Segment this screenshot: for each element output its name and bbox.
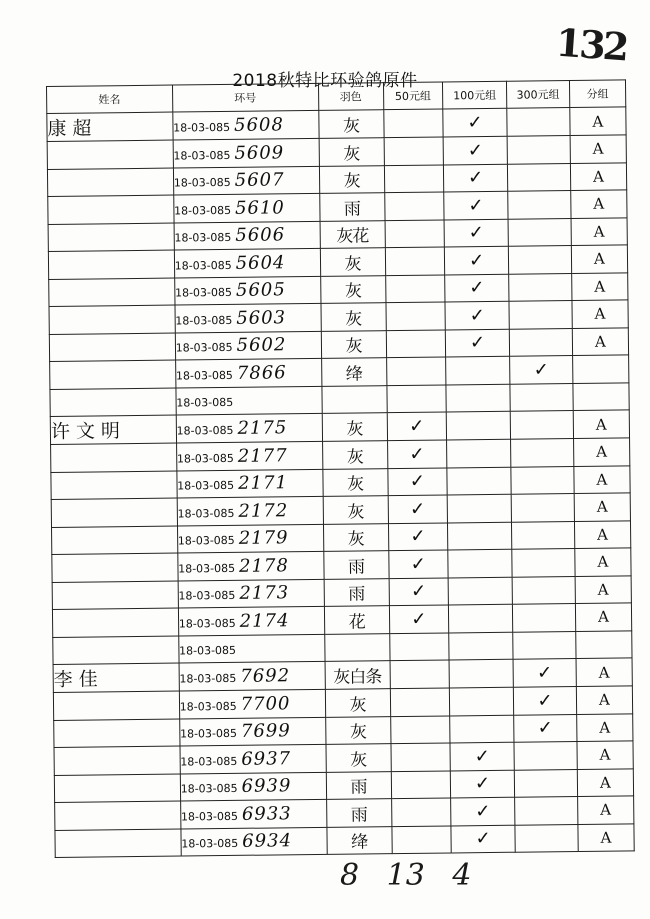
plumage-color-cell: 灰 — [326, 744, 391, 772]
group-50-cell: ✓ — [387, 440, 447, 468]
group-100-cell: ✓ — [445, 301, 509, 329]
roster-row — [55, 823, 634, 857]
roster-body — [47, 107, 634, 858]
plumage-color-cell: 灰 — [323, 523, 388, 551]
ring-suffix: 5607 — [234, 169, 285, 192]
group-50-cell — [385, 247, 445, 275]
ring-number-cell — [175, 358, 321, 387]
ring-number-cell — [173, 166, 319, 195]
page-number: 132 — [554, 19, 628, 70]
ring-prefix: 18-03-085 — [174, 231, 232, 245]
ring-prefix: 18-03-085 — [177, 506, 235, 521]
group-100-cell — [448, 522, 512, 550]
plumage-color-cell: 灰 — [322, 413, 387, 442]
owner-name-cell — [48, 195, 174, 224]
ring-suffix: 5606 — [235, 224, 286, 247]
ring-suffix: 6939 — [241, 775, 292, 798]
owner-name-cell — [51, 498, 177, 527]
group-100-cell — [449, 659, 513, 688]
group-300-cell — [512, 576, 575, 604]
plumage-color-cell: 灰 — [322, 441, 387, 469]
group-50-cell: ✓ — [387, 412, 447, 441]
group-50-cell — [384, 164, 444, 192]
group-50-cell — [387, 384, 447, 412]
group-300-cell — [507, 163, 570, 191]
division-cell: A — [570, 107, 626, 136]
group-300-cell — [512, 549, 575, 577]
ring-prefix: 18-03-085 — [175, 368, 233, 383]
group-100-cell — [449, 632, 513, 660]
plumage-color-cell: 灰 — [320, 275, 385, 303]
group-100-cell: ✓ — [451, 825, 515, 853]
ring-prefix: 18-03-085 — [175, 313, 233, 328]
pigeon-roster-table — [46, 79, 635, 858]
ring-suffix: 2171 — [238, 472, 289, 495]
ring-prefix: 18-03-085 — [176, 451, 234, 466]
plumage-color-cell: 绛 — [326, 826, 391, 854]
tally-300: 4 — [452, 858, 472, 893]
plumage-color-cell: 灰 — [325, 689, 390, 717]
owner-name-cell — [52, 581, 178, 610]
group-50-cell — [389, 632, 449, 660]
plumage-color-cell: 灰 — [325, 716, 390, 744]
ring-number-cell — [175, 331, 321, 360]
plumage-color-cell: 灰 — [321, 303, 386, 331]
group-300-cell — [514, 742, 577, 770]
division-cell — [572, 355, 628, 383]
group-300-cell — [508, 191, 571, 219]
ring-number-cell — [174, 248, 320, 277]
owner-name-cell — [52, 553, 178, 582]
owner-name-cell — [48, 250, 174, 279]
group-100-cell — [449, 687, 513, 715]
plumage-color-cell — [321, 385, 386, 413]
owner-name-cell — [53, 691, 179, 720]
group-300-cell — [511, 494, 574, 522]
ring-suffix: 2178 — [238, 555, 289, 577]
ring-suffix: 5605 — [235, 279, 286, 302]
group-300-cell — [508, 218, 571, 246]
ring-suffix: 6937 — [241, 748, 292, 770]
group-300-cell — [509, 328, 572, 356]
ring-number-cell — [175, 303, 321, 332]
plumage-color-cell: 绛 — [321, 358, 386, 386]
header-ring: 环号 — [172, 83, 318, 112]
document-title: 2018秋特比环验鸽原件 — [232, 71, 418, 91]
ring-suffix: 7699 — [240, 720, 291, 743]
header-300-group: 300元组 — [507, 81, 570, 109]
division-cell: A — [575, 603, 631, 631]
ring-number-cell — [181, 827, 327, 856]
group-50-cell — [383, 109, 443, 138]
owner-name-cell — [47, 140, 173, 169]
plumage-color-cell: 雨 — [326, 799, 391, 827]
group-100-cell: ✓ — [443, 136, 507, 164]
ring-prefix: 18-03-085 — [176, 396, 234, 410]
group-300-cell: ✓ — [514, 714, 577, 742]
group-50-cell — [390, 660, 450, 689]
ring-prefix: 18-03-085 — [174, 203, 232, 218]
owner-name-cell: 李佳 — [53, 663, 179, 692]
owner-name-cell — [52, 526, 178, 555]
owner-name-cell — [47, 168, 173, 197]
ring-number-cell — [172, 110, 318, 140]
ring-number-cell — [177, 551, 323, 580]
division-cell: A — [577, 768, 633, 796]
ring-number-cell — [176, 441, 322, 470]
ring-number-cell — [180, 744, 326, 773]
group-100-cell — [450, 715, 514, 743]
owner-name-cell — [49, 305, 175, 334]
header-100-group: 100元组 — [443, 81, 507, 109]
group-100-cell: ✓ — [450, 770, 514, 798]
ring-prefix: 18-03-085 — [178, 589, 236, 603]
group-100-cell — [447, 439, 511, 467]
group-50-cell — [384, 192, 444, 220]
group-50-cell — [385, 219, 445, 247]
header-color: 羽色 — [318, 83, 383, 111]
group-50-cell — [385, 274, 445, 302]
group-50-cell — [392, 825, 452, 853]
ring-prefix: 18-03-085 — [179, 699, 237, 714]
ring-prefix: 18-03-085 — [176, 423, 234, 438]
header-group: 分组 — [569, 80, 625, 108]
division-cell: A — [574, 493, 630, 521]
ring-prefix: 18-03-085 — [174, 286, 233, 300]
ring-number-cell — [174, 276, 320, 305]
group-300-cell — [515, 824, 578, 852]
roster-sheet — [46, 79, 635, 854]
group-300-cell — [513, 631, 576, 659]
group-300-cell — [510, 411, 573, 440]
division-cell: A — [571, 190, 627, 218]
owner-name-cell — [53, 636, 179, 665]
group-300-cell: ✓ — [513, 687, 576, 715]
ring-suffix: 5604 — [235, 252, 286, 274]
ring-prefix: 18-03-085 — [180, 782, 238, 796]
plumage-color-cell: 灰 — [320, 248, 385, 276]
ring-prefix: 18-03-085 — [175, 341, 233, 355]
header-name: 姓名 — [47, 85, 173, 113]
group-100-cell: ✓ — [445, 329, 509, 357]
plumage-color-cell: 雨 — [319, 193, 384, 221]
division-cell: A — [577, 796, 633, 824]
tally-100: 13 — [386, 858, 425, 893]
division-cell: A — [577, 741, 633, 769]
ring-number-cell — [178, 606, 324, 635]
group-100-cell — [448, 604, 512, 632]
group-100-cell: ✓ — [443, 108, 507, 137]
ring-suffix: 2172 — [238, 500, 289, 522]
group-100-cell — [447, 494, 511, 522]
group-300-cell — [507, 136, 570, 164]
owner-name-cell — [51, 443, 177, 472]
group-300-cell — [509, 301, 572, 329]
ring-number-cell — [179, 689, 325, 718]
ring-suffix: 5608 — [233, 114, 284, 136]
ring-suffix: 6934 — [242, 830, 293, 853]
division-cell: A — [570, 135, 626, 163]
ring-number-cell — [179, 717, 325, 746]
owner-name-cell: 许文明 — [50, 415, 176, 444]
division-cell: A — [577, 713, 633, 741]
group-100-cell — [446, 384, 510, 412]
owner-name-cell — [49, 333, 175, 362]
owner-name-cell — [55, 829, 181, 858]
plumage-color-cell: 灰白条 — [325, 661, 390, 690]
ring-number-cell — [176, 413, 322, 443]
division-cell: A — [572, 300, 628, 328]
ring-prefix: 18-03-085 — [181, 837, 239, 851]
group-300-cell: ✓ — [510, 356, 573, 384]
ring-suffix: 2174 — [239, 610, 290, 632]
group-50-cell — [391, 743, 451, 771]
division-cell: A — [572, 272, 628, 300]
ring-prefix: 18-03-085 — [180, 809, 238, 824]
ring-suffix: 7866 — [236, 362, 287, 384]
group-50-cell — [390, 715, 450, 743]
group-300-cell — [514, 769, 577, 797]
division-cell — [576, 630, 632, 658]
plumage-color-cell: 雨 — [326, 771, 391, 799]
owner-name-cell — [51, 471, 177, 500]
ring-suffix: 7692 — [240, 665, 291, 687]
ring-prefix: 18-03-085 — [173, 120, 231, 135]
ring-number-cell — [174, 221, 320, 250]
group-300-cell — [511, 466, 574, 494]
group-50-cell: ✓ — [389, 605, 449, 633]
group-300-cell — [507, 108, 570, 137]
ring-prefix: 18-03-085 — [174, 258, 232, 273]
plumage-color-cell: 花 — [324, 606, 389, 634]
group-50-cell — [386, 302, 446, 330]
division-cell: A — [570, 162, 626, 190]
group-50-cell: ✓ — [388, 550, 448, 578]
ring-suffix: 7700 — [240, 693, 291, 715]
group-100-cell — [446, 356, 510, 384]
header-50-group: 50元组 — [383, 82, 443, 110]
group-300-cell — [510, 383, 573, 411]
group-300-cell — [512, 604, 575, 632]
division-cell: A — [573, 438, 629, 466]
group-100-cell — [446, 411, 510, 440]
group-50-cell — [384, 137, 444, 165]
group-50-cell — [391, 798, 451, 826]
ring-number-cell — [173, 138, 319, 167]
owner-name-cell — [54, 774, 180, 803]
owner-name-cell — [50, 388, 176, 417]
handwritten-tally — [340, 858, 471, 893]
owner-name-cell: 康超 — [47, 112, 173, 141]
group-100-cell: ✓ — [443, 164, 507, 192]
owner-name-cell — [50, 360, 176, 389]
division-cell: A — [573, 410, 629, 439]
group-100-cell — [448, 577, 512, 605]
group-100-cell: ✓ — [445, 274, 509, 302]
ring-prefix: 18-03-085 — [178, 561, 236, 576]
group-300-cell — [509, 273, 572, 301]
ring-number-cell — [180, 799, 326, 828]
owner-name-cell — [52, 608, 178, 637]
group-50-cell: ✓ — [388, 495, 448, 523]
tally-50: 8 — [340, 858, 360, 893]
plumage-color-cell: 灰 — [319, 165, 384, 193]
group-50-cell — [386, 329, 446, 357]
plumage-color-cell: 灰 — [321, 330, 386, 358]
group-100-cell: ✓ — [444, 219, 508, 247]
ring-suffix: 5609 — [234, 142, 285, 164]
group-100-cell: ✓ — [450, 742, 514, 770]
ring-number-cell — [173, 193, 319, 222]
plumage-color-cell: 灰 — [323, 496, 388, 524]
division-cell: A — [571, 217, 627, 245]
division-cell — [573, 382, 629, 410]
ring-suffix: 2175 — [237, 417, 288, 439]
group-100-cell — [447, 467, 511, 495]
ring-suffix: 5610 — [234, 197, 285, 219]
division-cell: A — [574, 520, 630, 548]
group-50-cell — [391, 770, 451, 798]
ring-suffix: 2179 — [238, 527, 289, 550]
group-300-cell — [515, 797, 578, 825]
group-100-cell — [448, 549, 512, 577]
ring-prefix: 18-03-085 — [177, 534, 235, 548]
division-cell: A — [575, 575, 631, 603]
plumage-color-cell: 灰 — [322, 468, 387, 496]
owner-name-cell — [48, 223, 174, 252]
group-300-cell — [512, 521, 575, 549]
ring-suffix: 5602 — [236, 334, 287, 357]
group-50-cell: ✓ — [389, 577, 449, 605]
ring-suffix: 6933 — [241, 803, 292, 825]
ring-prefix: 18-03-085 — [177, 479, 235, 493]
ring-number-cell — [177, 524, 323, 553]
owner-name-cell — [49, 278, 175, 307]
ring-prefix: 18-03-085 — [173, 176, 231, 190]
ring-number-cell — [177, 469, 323, 498]
ring-prefix: 18-03-085 — [179, 727, 238, 741]
plumage-color-cell: 灰 — [318, 110, 383, 139]
ring-suffix: 2177 — [237, 445, 288, 467]
group-300-cell — [511, 439, 574, 467]
group-50-cell — [390, 688, 450, 716]
ring-prefix: 18-03-085 — [179, 644, 237, 658]
division-cell: A — [574, 465, 630, 493]
ring-number-cell — [180, 772, 326, 801]
division-cell: A — [571, 245, 627, 273]
group-50-cell: ✓ — [388, 522, 448, 550]
division-cell: A — [575, 548, 631, 576]
ring-number-cell — [178, 634, 324, 663]
ring-number-cell — [177, 496, 323, 525]
owner-name-cell — [54, 719, 180, 748]
ring-suffix: 2173 — [239, 582, 290, 605]
owner-name-cell — [54, 746, 180, 775]
group-100-cell: ✓ — [444, 246, 508, 274]
group-50-cell: ✓ — [387, 467, 447, 495]
ring-suffix: 5603 — [236, 307, 287, 329]
ring-prefix: 18-03-085 — [179, 671, 237, 686]
plumage-color-cell: 雨 — [324, 578, 389, 606]
ring-number-cell — [178, 579, 324, 608]
plumage-color-cell — [324, 633, 389, 661]
group-100-cell: ✓ — [451, 797, 515, 825]
plumage-color-cell: 雨 — [323, 551, 388, 579]
ring-number-cell — [179, 661, 325, 691]
group-300-cell: ✓ — [513, 659, 576, 688]
group-100-cell: ✓ — [444, 191, 508, 219]
division-cell: A — [578, 823, 634, 851]
owner-name-cell — [55, 801, 181, 830]
ring-prefix: 18-03-085 — [180, 754, 238, 769]
group-50-cell — [386, 357, 446, 385]
plumage-color-cell: 灰花 — [320, 220, 385, 248]
ring-prefix: 18-03-085 — [173, 148, 231, 163]
group-300-cell — [508, 246, 571, 274]
ring-number-cell — [176, 386, 322, 415]
division-cell: A — [576, 658, 632, 687]
division-cell: A — [576, 686, 632, 714]
plumage-color-cell: 灰 — [319, 138, 384, 166]
ring-prefix: 18-03-085 — [178, 616, 236, 631]
division-cell: A — [572, 327, 628, 355]
